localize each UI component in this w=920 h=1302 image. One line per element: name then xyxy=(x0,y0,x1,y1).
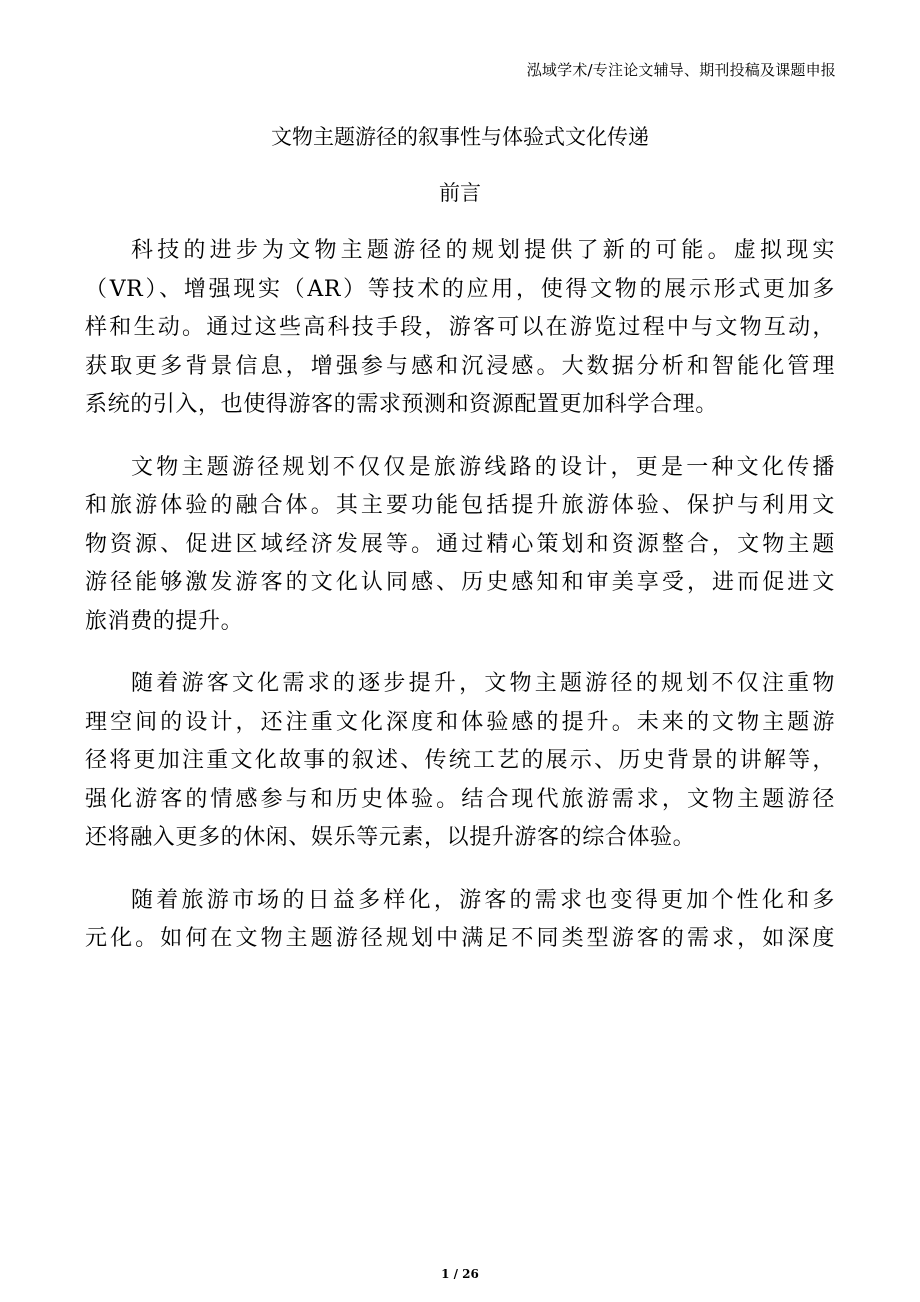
paragraph xyxy=(85,449,835,642)
text-line: 强化游客的情感参与和历史体验。结合现代旅游需求，文物主题游径 xyxy=(85,786,835,812)
text-line: 理空间的设计，还注重文化深度和体验感的提升。未来的文物主题游 xyxy=(85,709,835,735)
text-line: 随着旅游市场的日益多样化，游客的需求也变得更加个性化和多 xyxy=(131,887,835,913)
text-line: 文物主题游径规划不仅仅是旅游线路的设计，更是一种文化传播 xyxy=(131,454,835,480)
text-line: 和旅游体验的融合体。其主要功能包括提升旅游体验、保护与利用文 xyxy=(85,493,835,518)
document-title: 文物主题游径的叙事性与体验式文化传递 xyxy=(271,125,649,149)
paragraph xyxy=(85,665,835,858)
paragraph xyxy=(85,882,835,959)
page-number: 1 / 26 xyxy=(441,1267,479,1281)
text-line: 物资源、促进区域经济发展等。通过精心策划和资源整合，文物主题 xyxy=(85,531,835,557)
text-line: 还将融入更多的休闲、娱乐等元素，以提升游客的综合体验。 xyxy=(85,825,696,850)
document-body xyxy=(85,232,835,983)
text-line: 系统的引入，也使得游客的需求预测和资源配置更加科学合理。 xyxy=(85,392,718,417)
text-line: 元化。如何在文物主题游径规划中满足不同类型游客的需求，如深度 xyxy=(85,926,835,951)
text-line: 随着游客文化需求的逐步提升，文物主题游径的规划不仅注重物 xyxy=(131,671,835,696)
text-line: 径将更加注重文化故事的叙述、传统工艺的展示、历史背景的讲解等， xyxy=(85,748,835,773)
text-line: 获取更多背景信息，增强参与感和沉浸感。大数据分析和智能化管理 xyxy=(85,353,835,379)
paragraph xyxy=(85,232,835,425)
text-line: 科技的进步为文物主题游径的规划提供了新的可能。虚拟现实 xyxy=(131,238,835,263)
text-line: 旅消费的提升。 xyxy=(85,608,244,634)
text-line: 样和生动。通过这些高科技手段，游客可以在游览过程中与文物互动， xyxy=(85,315,835,340)
section-heading: 前言 xyxy=(439,181,481,205)
text-line: （VR）、增强现实（AR）等技术的应用，使得文物的展示形式更加多 xyxy=(85,276,835,302)
text-line: 游径能够激发游客的文化认同感、历史感知和审美享受，进而促进文 xyxy=(85,570,835,595)
page-header: 泓域学术/专注论文辅导、期刊投稿及课题申报 xyxy=(526,61,836,79)
